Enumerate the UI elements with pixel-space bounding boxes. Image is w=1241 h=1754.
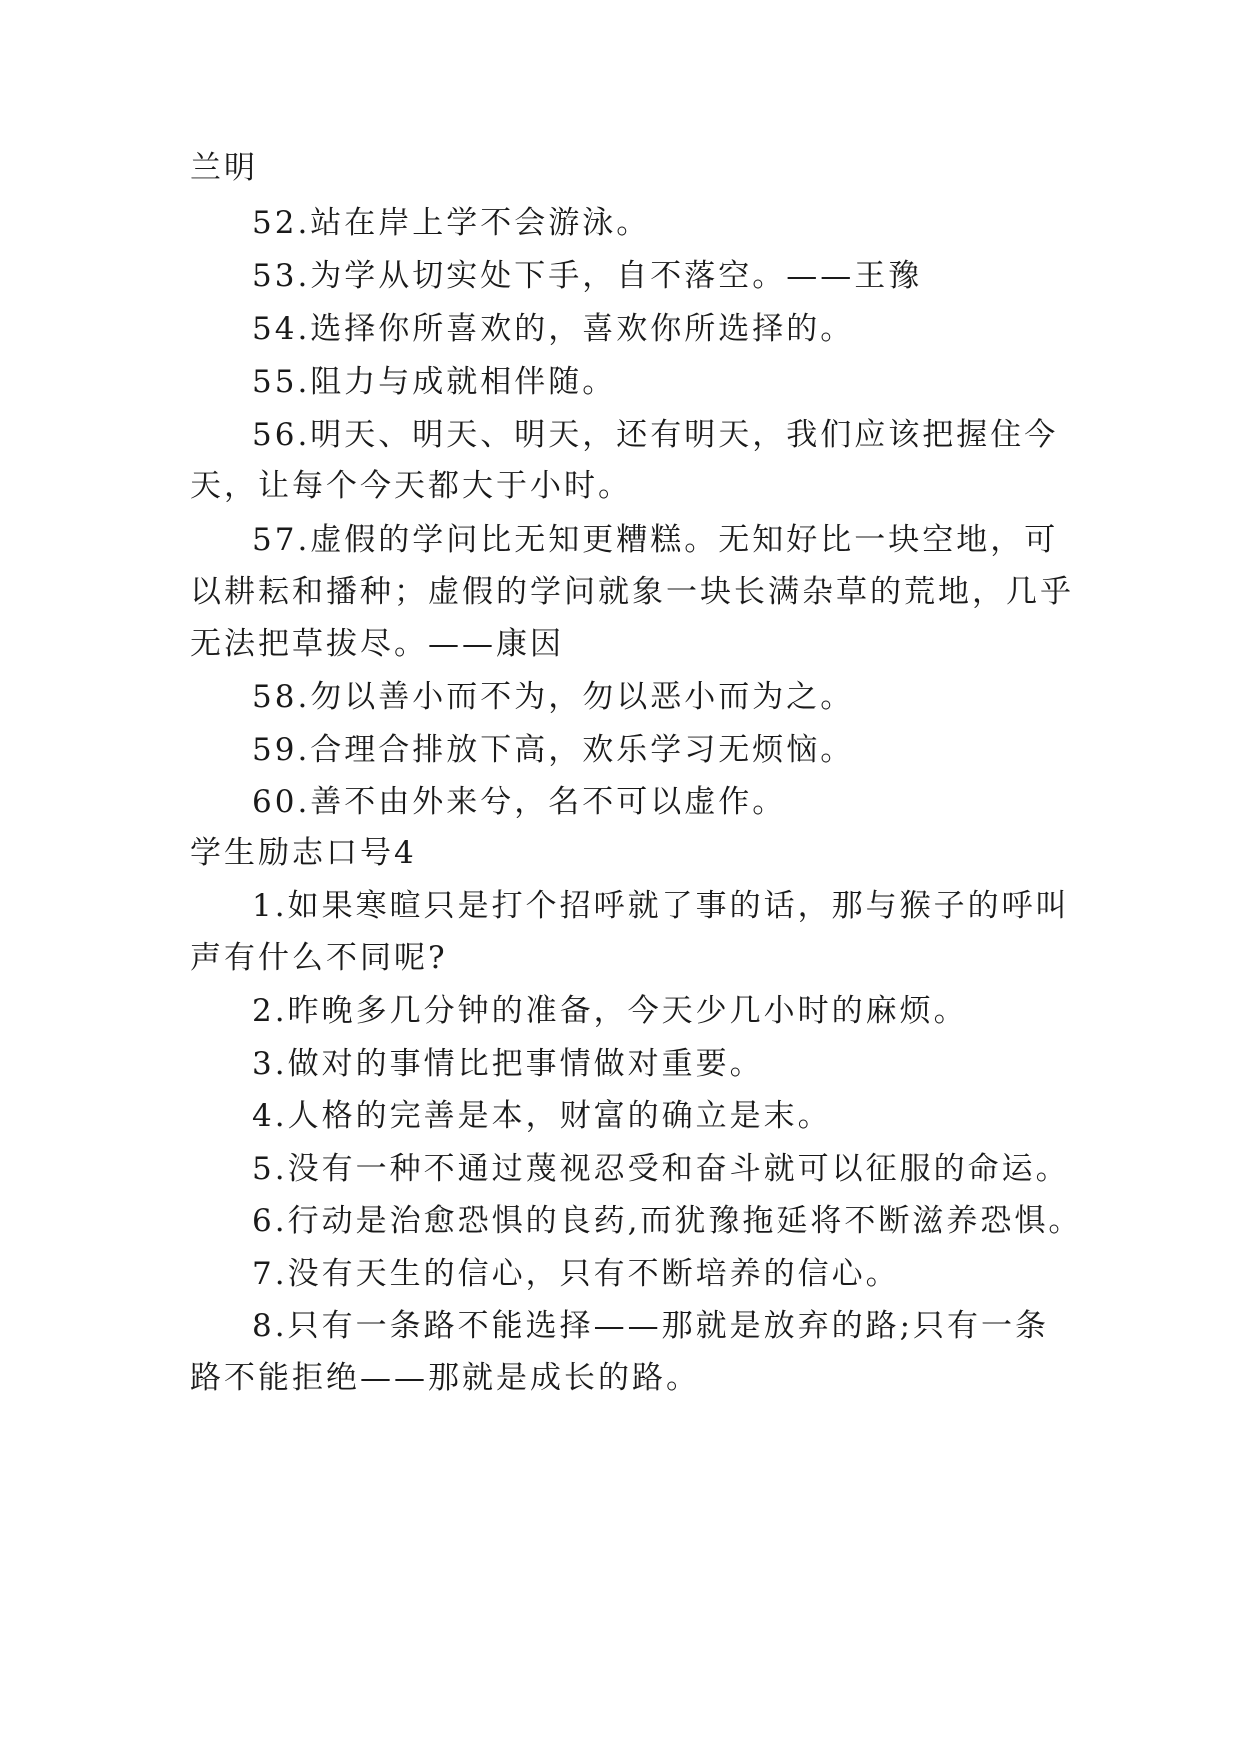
quote-item-5: 5.没有一种不通过蔑视忍受和奋斗就可以征服的命运。 — [252, 1151, 1070, 1187]
quote-item-1-cont: 声有什么不同呢? — [190, 940, 448, 976]
quote-item-59: 59.合理合排放下高，欢乐学习无烦恼。 — [252, 732, 855, 768]
quote-item-7: 7.没有天生的信心，只有不断培养的信心。 — [252, 1256, 900, 1292]
quote-item-3: 3.做对的事情比把事情做对重要。 — [252, 1046, 764, 1082]
quote-item-54: 54.选择你所喜欢的，喜欢你所选择的。 — [252, 311, 855, 347]
quote-item-2: 2.昨晚多几分钟的准备，今天少几小时的麻烦。 — [252, 993, 968, 1029]
quote-item-8: 8.只有一条路不能选择——那就是放弃的路;只有一条 — [252, 1308, 1050, 1344]
text-line-author: 兰明 — [190, 150, 258, 186]
quote-item-57-cont2: 无法把草拔尽。——康因 — [190, 626, 564, 662]
quote-item-52: 52.站在岸上学不会游泳。 — [252, 205, 651, 241]
quote-item-55: 55.阻力与成就相伴随。 — [252, 364, 617, 400]
quote-item-57-cont: 以耕耘和播种；虚假的学问就象一块长满杂草的荒地，几乎 — [190, 574, 1074, 610]
quote-item-4: 4.人格的完善是本，财富的确立是末。 — [252, 1098, 832, 1134]
quote-item-60: 60.善不由外来兮，名不可以虚作。 — [252, 784, 787, 820]
quote-item-1: 1.如果寒暄只是打个招呼就了事的话，那与猴子的呼叫 — [252, 888, 1070, 924]
quote-item-57: 57.虚假的学问比无知更糟糕。无知好比一块空地，可 — [252, 522, 1059, 558]
quote-item-58: 58.勿以善小而不为，勿以恶小而为之。 — [252, 679, 855, 715]
section-heading: 学生励志口号4 — [190, 835, 417, 871]
quote-item-56: 56.明天、明天、明天，还有明天，我们应该把握住今 — [252, 417, 1059, 453]
quote-item-53: 53.为学从切实处下手，自不落空。——王豫 — [252, 258, 923, 294]
quote-item-56-cont: 天，让每个今天都大于小时。 — [190, 468, 632, 504]
quote-item-6: 6.行动是治愈恐惧的良药,而犹豫拖延将不断滋养恐惧。 — [252, 1203, 1083, 1239]
quote-item-8-cont: 路不能拒绝——那就是成长的路。 — [190, 1360, 700, 1396]
